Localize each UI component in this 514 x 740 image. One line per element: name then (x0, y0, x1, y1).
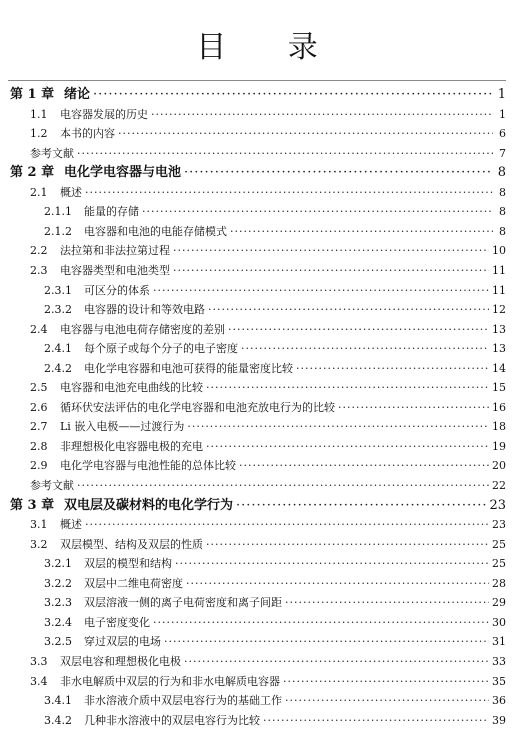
toc-entry[interactable] (44, 551, 506, 571)
toc-entry-number: 3.4.1 (44, 694, 72, 708)
toc-entry[interactable] (30, 434, 506, 454)
toc-page-number: 13 (492, 342, 506, 356)
toc-dot-leader (239, 459, 489, 473)
toc-dot-leader (173, 264, 489, 278)
toc-dot-leader (263, 714, 489, 728)
toc-entry-number: 2.1.2 (44, 224, 72, 238)
toc-entry-label: 电容器和电池充电曲线的比较 (60, 381, 203, 395)
toc-page-number: 25 (492, 557, 506, 571)
toc-entry-number: 1.1 (30, 107, 48, 121)
toc-entry[interactable] (44, 610, 506, 630)
toc-entry-number: 2.7 (30, 420, 48, 434)
toc-page-number: 11 (492, 263, 506, 277)
toc-dot-leader (184, 166, 493, 180)
toc-entry-label: 电容器类型和电池类型 (60, 263, 170, 277)
toc-entry-number: 3.1 (30, 518, 48, 532)
toc-entry-label: 电容器发展的历史 (60, 107, 148, 121)
toc-dot-leader (285, 596, 489, 610)
toc-entry-label: 电容器的设计和等效电路 (84, 303, 205, 317)
toc-page-number: 28 (492, 576, 506, 590)
toc-entry[interactable] (44, 219, 506, 239)
toc-entry-number: 3.2.2 (44, 576, 72, 590)
toc-entry-number: 2.3.2 (44, 303, 72, 317)
toc-page-number: 7 (499, 146, 506, 160)
toc-entry-number: 3.4 (30, 674, 48, 688)
toc-dot-leader (118, 127, 493, 141)
toc-page-number: 11 (492, 283, 506, 297)
toc-entry[interactable] (30, 512, 506, 532)
toc-entry[interactable] (44, 688, 506, 708)
toc-page-number: 1 (497, 87, 506, 102)
toc-entry-label: 电容器和电池的电能存储模式 (84, 224, 227, 238)
toc-entry-label: 双层溶液一侧的离子电荷密度和离子间距 (84, 596, 282, 610)
toc-entry-number: 2.6 (30, 400, 48, 414)
toc-page-number: 15 (492, 381, 506, 395)
toc-dot-leader (187, 420, 489, 434)
toc-entry-number: 3.2.5 (44, 635, 72, 649)
toc-dot-leader (228, 323, 489, 337)
toc-dot-leader (184, 655, 489, 669)
toc-chapter-entry[interactable] (10, 493, 506, 513)
toc-entry-number: 2.3.1 (44, 283, 72, 297)
toc-entry-label: 双层的模型和结构 (84, 557, 172, 571)
toc-entry[interactable] (44, 629, 506, 649)
toc-entry-number: 2.2 (30, 244, 48, 258)
toc-entry[interactable] (44, 708, 506, 728)
toc-entry[interactable] (30, 317, 506, 337)
toc-entry-label: 非水溶液介质中双层电容行为的基础工作 (84, 694, 282, 708)
toc-entry[interactable] (44, 356, 506, 376)
toc-entry[interactable] (30, 141, 506, 161)
toc-page-number: 8 (499, 205, 506, 219)
toc-entry[interactable] (30, 669, 506, 689)
top-rule (8, 80, 506, 81)
toc-entry[interactable] (30, 102, 506, 122)
toc-dot-leader (230, 225, 493, 239)
toc-entry-number: 第 1 章 (10, 87, 55, 102)
toc-entry[interactable] (30, 532, 506, 552)
toc-entry-number: 2.9 (30, 459, 48, 473)
toc-entry-label: 循环伏安法评估的电化学电容器和电池充放电行为的比较 (60, 400, 335, 414)
toc-entry-label: 参考文献 (30, 479, 74, 492)
toc-chapter-entry[interactable] (10, 82, 506, 102)
toc-dot-leader (236, 499, 486, 513)
toc-page-number: 16 (492, 400, 506, 414)
toc-entry-label: 双电层及碳材料的电化学行为 (64, 497, 234, 513)
toc-entry[interactable] (30, 395, 506, 415)
toc-page-number: 19 (492, 439, 506, 453)
toc-dot-leader (206, 440, 489, 454)
toc-page-number: 39 (492, 713, 506, 727)
toc-entry-label: 概述 (60, 518, 82, 532)
toc-page-number: 22 (492, 479, 506, 492)
toc-entry[interactable] (44, 278, 506, 298)
toc-entry-number: 3.2.3 (44, 596, 72, 610)
toc-entry-number: 2.4.1 (44, 342, 72, 356)
toc-entry-label: 参考文献 (30, 146, 74, 160)
toc-dot-leader (241, 342, 489, 356)
toc-chapter-entry[interactable] (10, 160, 506, 180)
toc-entry-number: 2.3 (30, 263, 48, 277)
toc-entry-label: 电化学电容器和电池可获得的能量密度比较 (84, 361, 293, 375)
toc-dot-leader (208, 303, 489, 317)
toc-entry[interactable] (30, 121, 506, 141)
toc-entry-label: 电化学电容器与电池 (64, 165, 182, 181)
toc-entry-number: 2.4 (30, 322, 48, 336)
toc-dot-leader (153, 284, 489, 298)
toc-dot-leader (164, 635, 489, 649)
toc-entry[interactable] (44, 297, 506, 317)
toc-page-number: 8 (497, 165, 506, 181)
toc-entry-label: 双层中二维电荷密度 (84, 576, 183, 590)
toc-entry[interactable] (30, 375, 506, 395)
toc-entry-number: 2.5 (30, 381, 48, 395)
toc-page-number: 6 (499, 127, 506, 141)
toc-dot-leader (151, 108, 493, 122)
toc-entry-label: 能量的存储 (84, 205, 139, 219)
toc-entry[interactable] (30, 238, 506, 258)
toc-dot-leader (142, 205, 493, 219)
toc-page-number: 18 (492, 420, 506, 434)
toc-entry[interactable] (30, 453, 506, 473)
toc-dot-leader (93, 88, 493, 102)
toc-dot-leader (175, 557, 489, 571)
toc-entry[interactable] (44, 336, 506, 356)
toc-entry-label: 电子密度变化 (84, 615, 150, 629)
toc-page-number: 23 (492, 518, 506, 532)
toc-dot-leader (153, 616, 489, 630)
toc-entry-number: 第 2 章 (10, 165, 55, 181)
toc-dot-leader (206, 538, 489, 552)
toc-entry-number: 3.2.1 (44, 557, 72, 571)
toc-page-number: 8 (499, 224, 506, 238)
toc-entry-label: 电容器与电池电荷存储密度的差别 (60, 322, 225, 336)
toc-dot-leader (85, 186, 493, 200)
toc-dot-leader (77, 479, 489, 493)
toc-entry[interactable] (44, 199, 506, 219)
toc-page-number: 35 (492, 674, 506, 688)
page-title: 目 录 (196, 30, 344, 65)
toc-entry-label: 穿过双层的电场 (84, 635, 161, 649)
toc-dot-leader (338, 401, 489, 415)
toc-entry-number: 3.4.2 (44, 713, 72, 727)
toc-page-number: 12 (492, 303, 506, 317)
toc-entry-label: 双层电容和理想极化电极 (60, 654, 181, 668)
toc-entry-number: 第 3 章 (10, 497, 55, 513)
toc-page-number: 1 (499, 107, 506, 121)
toc-page-number: 31 (492, 635, 506, 649)
toc-entry[interactable] (30, 258, 506, 278)
toc-entry-label: 非水电解质中双层的行为和非水电解质电容器 (60, 674, 280, 688)
toc-entry-label: Li 嵌入电极——过渡行为 (60, 420, 185, 434)
toc-entry[interactable] (30, 180, 506, 200)
toc-entry-label: 每个原子或每个分子的电子密度 (84, 342, 238, 356)
toc-entry-number: 3.3 (30, 654, 48, 668)
toc-dot-leader (296, 362, 489, 376)
toc-dot-leader (285, 694, 489, 708)
toc-page-number: 10 (492, 244, 506, 258)
toc-entry-number: 2.4.2 (44, 361, 72, 375)
toc-entry-label: 可区分的体系 (84, 283, 150, 297)
toc-entry-label: 法拉第和非法拉第过程 (60, 244, 170, 258)
toc-page-number: 14 (492, 361, 506, 375)
toc-page-number: 23 (489, 497, 506, 513)
toc-page-number: 33 (492, 654, 506, 668)
toc-dot-leader (85, 518, 489, 532)
toc-dot-leader (283, 675, 489, 689)
toc-entry-number: 2.1 (30, 185, 48, 199)
toc-entry[interactable] (44, 571, 506, 591)
toc-page-number: 25 (492, 537, 506, 551)
toc-dot-leader (77, 147, 493, 161)
toc-entry-label: 几种非水溶液中的双层电容行为比较 (84, 713, 260, 727)
toc-dot-leader (186, 577, 489, 591)
toc-entry-number: 3.2.4 (44, 615, 72, 629)
toc-entry[interactable] (30, 473, 506, 493)
toc-entry-label: 概述 (60, 185, 82, 199)
toc-entry-number: 2.8 (30, 439, 48, 453)
toc-page-number: 20 (492, 459, 506, 473)
toc-entry-number: 2.1.1 (44, 205, 72, 219)
toc-entry[interactable] (30, 414, 506, 434)
toc-entry-number: 1.2 (30, 127, 48, 141)
toc-entry-label: 本书的内容 (60, 127, 115, 141)
toc-entry-label: 电化学电容器与电池性能的总体比较 (60, 459, 236, 473)
toc-page-number: 30 (492, 615, 506, 629)
toc-page-number: 36 (492, 694, 506, 708)
toc-dot-leader (173, 244, 489, 258)
toc-entry[interactable] (44, 590, 506, 610)
toc-dot-leader (206, 381, 489, 395)
toc-page-number: 29 (492, 596, 506, 610)
toc-entry-number: 3.2 (30, 537, 48, 551)
toc-entry[interactable] (30, 649, 506, 669)
toc-entry-label: 双层模型、结构及双层的性质 (60, 537, 203, 551)
toc-page-number: 8 (499, 185, 506, 199)
toc-page-number: 13 (492, 322, 506, 336)
toc-entry-label: 非理想极化电容器电极的充电 (60, 439, 203, 453)
toc-entry-label: 绪论 (64, 87, 91, 102)
